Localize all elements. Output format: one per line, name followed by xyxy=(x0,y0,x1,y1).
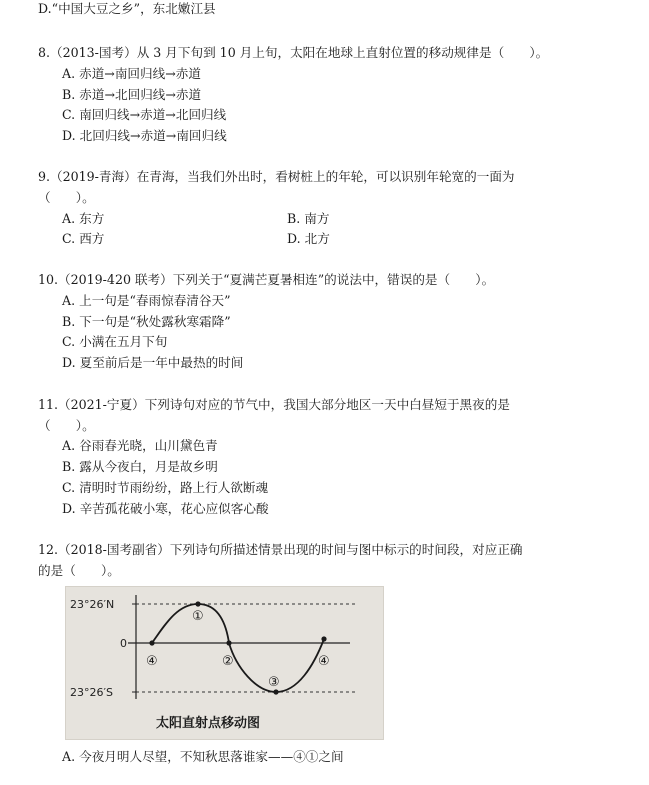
question-12-stem: 12.（2018-国考副省）下列诗句所描述情景出现的时间与图中标示的时间段，对应正确 xyxy=(38,542,523,557)
marker-3: ③ xyxy=(268,675,280,690)
prev-question-option: D.“中国大豆之乡”，东北嫩江县 xyxy=(38,1,216,16)
question-9-stem-cont: （ ）。 xyxy=(38,190,95,205)
question-9-stem: 9.（2019-青海）在青海，当我们外出时，看树桩上的年轮，可以识别年轮宽的一面为 xyxy=(38,169,515,184)
question-11-stem: 11.（2021-宁夏）下列诗句对应的节气中，我国大部分地区一天中白昼短于黑夜的是 xyxy=(38,397,510,412)
question-8-option-b: B. 赤道→北回归线→赤道 xyxy=(62,87,202,102)
question-11-option-d: D. 辛苦孤花破小寒，花心应似客心酸 xyxy=(62,501,269,516)
question-11-option-c: C. 清明时节雨纷纷，路上行人欲断魂 xyxy=(62,480,269,495)
question-12-option-a: A. 今夜月明人尽望，不知秋思落谁家——④①之间 xyxy=(62,749,344,764)
question-11-option-a: A. 谷雨春光晓，山川黛色青 xyxy=(62,438,218,453)
north-tropic-label: 23°26′N xyxy=(70,598,115,611)
question-10-option-d: D. 夏至前后是一年中最热的时间 xyxy=(62,355,244,370)
question-10-stem: 10.（2019-420 联考）下列关于“夏满芒夏暑相连”的说法中，错误的是（ ）。 xyxy=(38,272,495,287)
question-8-stem: 8.（2013-国考）从 3 月下旬到 10 月上旬，太阳在地球上直射位置的移动规律是（ ）。 xyxy=(38,45,549,60)
question-9-option-c: C. 西方 xyxy=(62,231,105,246)
south-tropic-label: 23°26′S xyxy=(70,686,113,699)
question-10-option-a: A. 上一句是“春雨惊春清谷天” xyxy=(62,293,231,308)
question-10-option-c: C. 小满在五月下旬 xyxy=(62,334,168,349)
question-8-option-c: C. 南回归线→赤道→北回归线 xyxy=(62,107,227,122)
question-11-option-b: B. 露从今夜白，月是故乡明 xyxy=(62,459,218,474)
question-10-option-b: B. 下一句是“秋处露秋寒霜降” xyxy=(62,314,231,329)
zero-label: 0 xyxy=(120,637,127,650)
marker-4-right: ④ xyxy=(318,654,330,669)
sun-direct-point-diagram xyxy=(66,587,383,739)
question-9-option-b: B. 南方 xyxy=(287,211,330,226)
question-9-option-a: A. 东方 xyxy=(62,211,105,226)
question-8-option-d: D. 北回归线→赤道→南回归线 xyxy=(62,128,227,143)
marker-4-left: ④ xyxy=(146,654,158,669)
sun-direct-point-figure xyxy=(65,586,384,740)
figure-caption: 太阳直射点移动图 xyxy=(156,716,261,731)
marker-2: ② xyxy=(222,654,234,669)
sun-path-curve xyxy=(152,604,324,692)
question-12-stem-cont: 的是（ ）。 xyxy=(38,563,120,578)
question-11-stem-cont: （ ）。 xyxy=(38,418,95,433)
question-9-option-d: D. 北方 xyxy=(287,231,330,246)
question-8-option-a: A. 赤道→南回归线→赤道 xyxy=(62,66,201,81)
marker-1: ① xyxy=(192,609,204,624)
